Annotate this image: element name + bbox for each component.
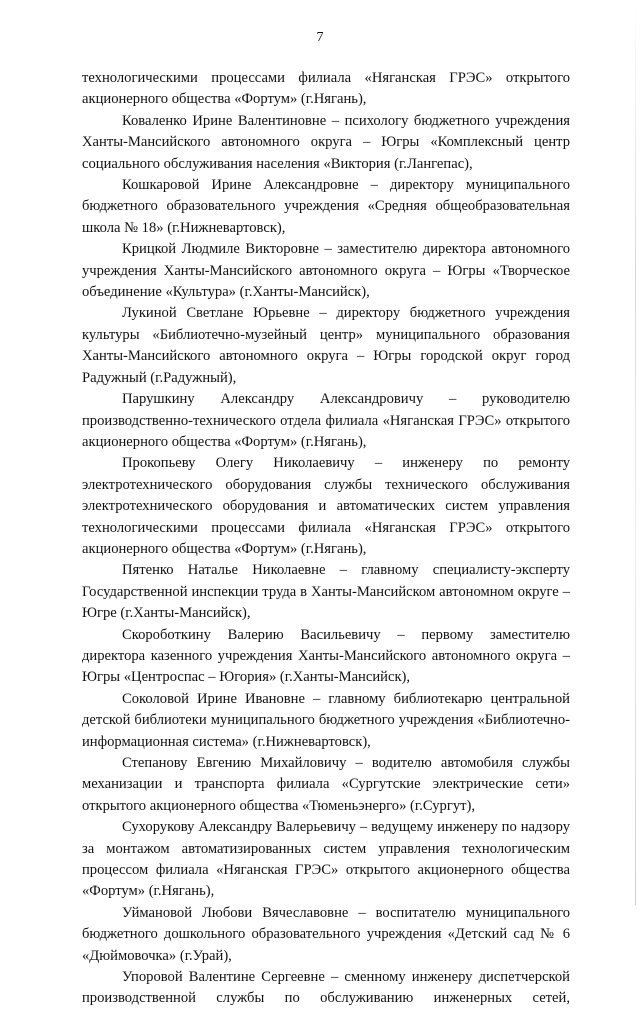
paragraph-koshkarova: Кошкаровой Ирине Александровне – директору муниципального бюджетного образовательного учреждения «Средняя общеобразовательная школа № 18» (г.Нижневартовск), [82, 177, 570, 236]
page-number: 7 [316, 30, 324, 45]
paragraph-pyatenko: Пятенко Наталье Николаевне – главному специалисту-эксперту Государственной инспекции труда в Ханты-Мансийском автономном округе – Югре (г.Ханты-Мансийск), [82, 562, 570, 622]
paragraph-lukina: Лукиной Светлане Юрьевне – директору бюджетного учреждения культуры «Библиотечно-музейный центр» муниципального образования Ханты-Мансийского автономного округа – Югры городской округ город Радужный (г.Радужный), [82, 305, 570, 386]
paragraph-kritskaya: Крицкой Людмиле Викторовне – заместителю директора автономного учреждения Ханты-Мансийского автономного округа – Югры «Творческое объединение «Культура» (г.Ханты-Мансийск), [82, 241, 570, 301]
paragraph-stepanov: Степанову Евгению Михайловичу – водителю автомобиля службы механизации и транспорта филиала «Сургутские электрические сети» открытого акционерного общества «Тюменьэнерго» (г.Сургут), [82, 755, 570, 814]
paragraph-uporova: Упоровой Валентине Сергеевне – сменному инженеру диспетчерской производственной службы по обслуживанию инженерных сетей, [82, 969, 570, 1007]
paragraph-parushkin: Парушкину Александру Александровичу – руководителю производственно-технического отдела филиала «Няганская ГРЭС» открытого акционерного общества «Фортум» (г.Нягань), [82, 391, 570, 450]
scan-edge-line [635, 0, 636, 905]
paragraph-kovalenko: Коваленко Ирине Валентиновне – психологу бюджетного учреждения Ханты-Мансийского автономного округа – Югры «Комплексный центр социального обслуживания населения «Виктория (г.Лангепас), [82, 112, 570, 172]
paragraph-uymanova: Уймановой Любови Вячеславовне – воспитателю муниципального бюджетного дошкольного образовательного учреждения «Детский сад № 6 «Дюймовочка» (г.Урай), [82, 904, 570, 964]
paragraph-sokolova: Соколовой Ирине Ивановне – главному библиотекарю центральной детской библиотеки муниципального бюджетного учреждения «Библиотечно-информационная система» (г.Нижневартовск), [82, 690, 570, 750]
paragraph-prokopyev: Прокопьеву Олегу Николаевичу – инженеру по ремонту электротехнического оборудования службы технического обслуживания электротехнического оборудования и автоматических систем управления технологическими процессами филиала «Няганская ГРЭС» открытого акционерного общества «Фортум» (г.Нягань), [82, 455, 570, 557]
paragraph-sukhorukov: Сухорукову Александру Валерьевичу – ведущему инженеру по надзору за монтажом автоматизированных систем управления технологическим процессом филиала «Няганская ГРЭС» открытого акционерного общества «Фортум» (г.Нягань), [82, 819, 570, 900]
paragraph-continuation: технологическими процессами филиала «Няганская ГРЭС» открытого акционерного общества «Фортум» (г.Нягань), [82, 70, 570, 108]
document-body [82, 68, 570, 1010]
paragraph-skorobotkin: Скороботкину Валерию Васильевичу – первому заместителю директора казенного учреждения Ханты-Мансийского автономного округа – Югры «Центроспас – Югория» (г.Ханты-Мансийск), [82, 626, 570, 686]
